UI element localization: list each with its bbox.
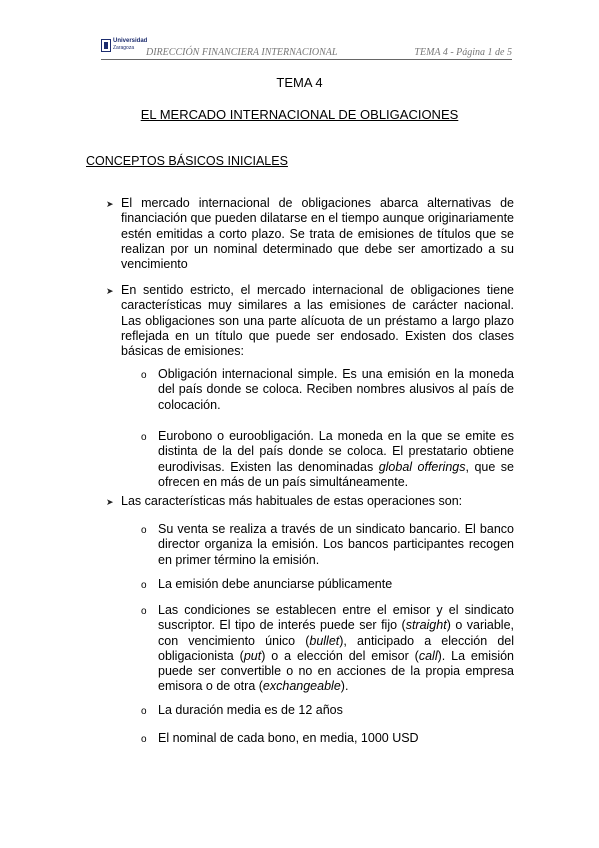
characteristic-duration: La duración media es de 12 años bbox=[158, 703, 343, 717]
header-course: DIRECCIÓN FINANCIERA INTERNACIONAL bbox=[146, 47, 338, 58]
sub-bullet-marker: o bbox=[141, 370, 147, 381]
characteristic-announcement: La emisión debe anunciarse públicamente bbox=[158, 577, 393, 591]
characteristic-conditions: Las condiciones se establecen entre el emisor y el sindicato suscriptor. El tipo de interés puede ser fijo (straight) o variable, con vencimiento único (bullet), anticipado a elección del obligacionista (put) o a elección del emisor (call). La emisión puede ser convertible o no en acciones de la propia empresa emisora o de otra (exchangeable). bbox=[158, 603, 515, 694]
arrow-bullet-icon: ➤ bbox=[106, 199, 114, 209]
paragraph-bullet-2: En sentido estricto, el mercado internacional de obligaciones tiene características muy similares a las emisiones de carácter nacional. Las obligaciones son una parte alícuota de un préstamo a largo plazo reflejada en un título que puede ser endosado. Existen dos clases básicas de emisiones: bbox=[121, 283, 514, 359]
header-rule bbox=[101, 59, 512, 60]
page-title: TEMA 4 bbox=[276, 75, 323, 90]
paragraph-bullet-3: Las características más habituales de estas operaciones son: bbox=[121, 494, 463, 508]
bullet-term: bullet bbox=[309, 633, 340, 648]
emission-type-simple: Obligación internacional simple. Es una emisión en la moneda del país donde se coloca. Reciben nombres alusivos al país de colocación. bbox=[158, 367, 514, 412]
header-page-ref: TEMA 4 - Página 1 de 5 bbox=[414, 47, 512, 58]
logo-line1: Universidad bbox=[113, 38, 148, 44]
arrow-bullet-icon: ➤ bbox=[106, 286, 114, 296]
call-term: call bbox=[418, 648, 438, 663]
section-heading: CONCEPTOS BÁSICOS INICIALES bbox=[86, 154, 288, 168]
exchangeable-term: exchangeable bbox=[262, 679, 341, 694]
university-crest-icon bbox=[101, 39, 111, 52]
sub-bullet-marker: o bbox=[141, 580, 147, 591]
sub-bullet-marker: o bbox=[141, 525, 147, 536]
sub-bullet-marker: o bbox=[141, 706, 147, 717]
paragraph-bullet-1: El mercado internacional de obligaciones abarca alternativas de financiación que pueden dilatarse en el tiempo aunque originariamente estén emitidas a corto plazo. Se trata de emisiones de títulos que se realizan por un nominal determinado que debe ser amortizado a su vencimiento bbox=[121, 196, 514, 272]
emission-type-eurobond: Eurobono o euroobligación. La moneda en la que se emite es distinta de la del país donde se coloca. El prestatario obtiene eurodivisas. Existen las denominadas global offerings, que se ofrecen en más de un país simultáneamente. bbox=[158, 429, 514, 489]
straight-term: straight bbox=[405, 618, 447, 633]
characteristic-nominal: El nominal de cada bono, en media, 1000 USD bbox=[158, 731, 419, 745]
sub-bullet-marker: o bbox=[141, 432, 147, 443]
sub-bullet-marker: o bbox=[141, 606, 147, 617]
global-offerings-term: global offerings bbox=[378, 459, 466, 474]
page-subtitle: EL MERCADO INTERNACIONAL DE OBLIGACIONES bbox=[140, 107, 459, 122]
put-term: put bbox=[243, 648, 262, 663]
university-logo bbox=[101, 38, 148, 54]
arrow-bullet-icon: ➤ bbox=[106, 497, 114, 507]
logo-line2: Zaragoza bbox=[113, 45, 135, 51]
sub-bullet-marker: o bbox=[141, 734, 147, 745]
characteristic-syndicate: Su venta se realiza a través de un sindicato bancario. El banco director organiza la emisión. Los bancos participantes recogen en primer término la emisión. bbox=[158, 522, 514, 567]
